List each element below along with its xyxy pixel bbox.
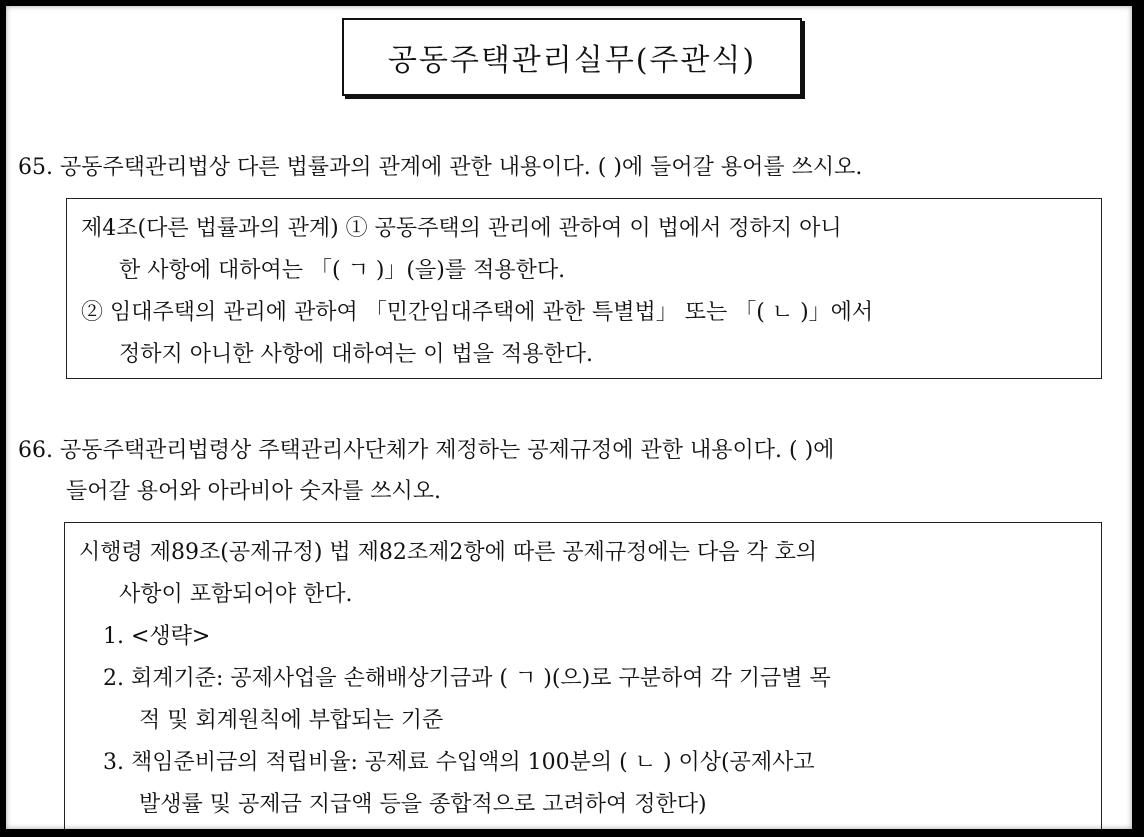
question-number: 66. [18, 438, 53, 463]
exam-page [6, 6, 1132, 829]
question-66-line2: 들어갈 용어와 아라비아 숫자를 쓰시오. [66, 479, 441, 504]
excerpt-line: 시행령 제89조(공제규정) 법 제82조제2항에 따른 공제규정에는 다음 각 호의 [79, 540, 818, 565]
page-title: 공동주택관리실무(주관식) [342, 18, 802, 96]
excerpt-list-item: 1. <생략> [103, 624, 211, 649]
excerpt-line: 사항이 포함되어야 한다. [119, 582, 353, 607]
excerpt-line: 발생률 및 공제금 지급액 등을 종합적으로 고려하여 정한다) [139, 792, 707, 817]
excerpt-line: 제4조(다른 법률과의 관계) ① 공동주택의 관리에 관하여 이 법에서 정하지 아니 [81, 216, 842, 241]
excerpt-line: 적 및 회계원칙에 부합되는 기준 [139, 708, 444, 733]
question-prompt: 공동주택관리법상 다른 법률과의 관계에 관한 내용이다. ( )에 들어갈 용어를 쓰시오. [60, 155, 863, 180]
question-66 [18, 431, 834, 471]
law-excerpt-box-66 [64, 522, 1102, 829]
excerpt-line: 정하지 아니한 사항에 대하여는 이 법을 적용한다. [119, 342, 593, 367]
question-65 [18, 148, 862, 188]
question-number: 65. [18, 155, 53, 180]
question-prompt: 공동주택관리법령상 주택관리사단체가 제정하는 공제규정에 관한 내용이다. ( )에 [60, 438, 835, 463]
excerpt-line: 한 사항에 대하여는 「( ㄱ )」(을)를 적용한다. [119, 258, 566, 283]
excerpt-list-item: 3. 책임준비금의 적립비율: 공제료 수입액의 100분의 ( ㄴ ) 이상(공제사고 [103, 750, 815, 775]
law-excerpt-box-65 [66, 198, 1102, 379]
excerpt-list-item: 2. 회계기준: 공제사업을 손해배상기금과 ( ㄱ )(으)로 구분하여 각 기금별 목 [103, 666, 831, 691]
excerpt-line: ② 임대주택의 관리에 관하여 「민간임대주택에 관한 특별법」 또는 「( ㄴ )」에서 [81, 300, 874, 325]
